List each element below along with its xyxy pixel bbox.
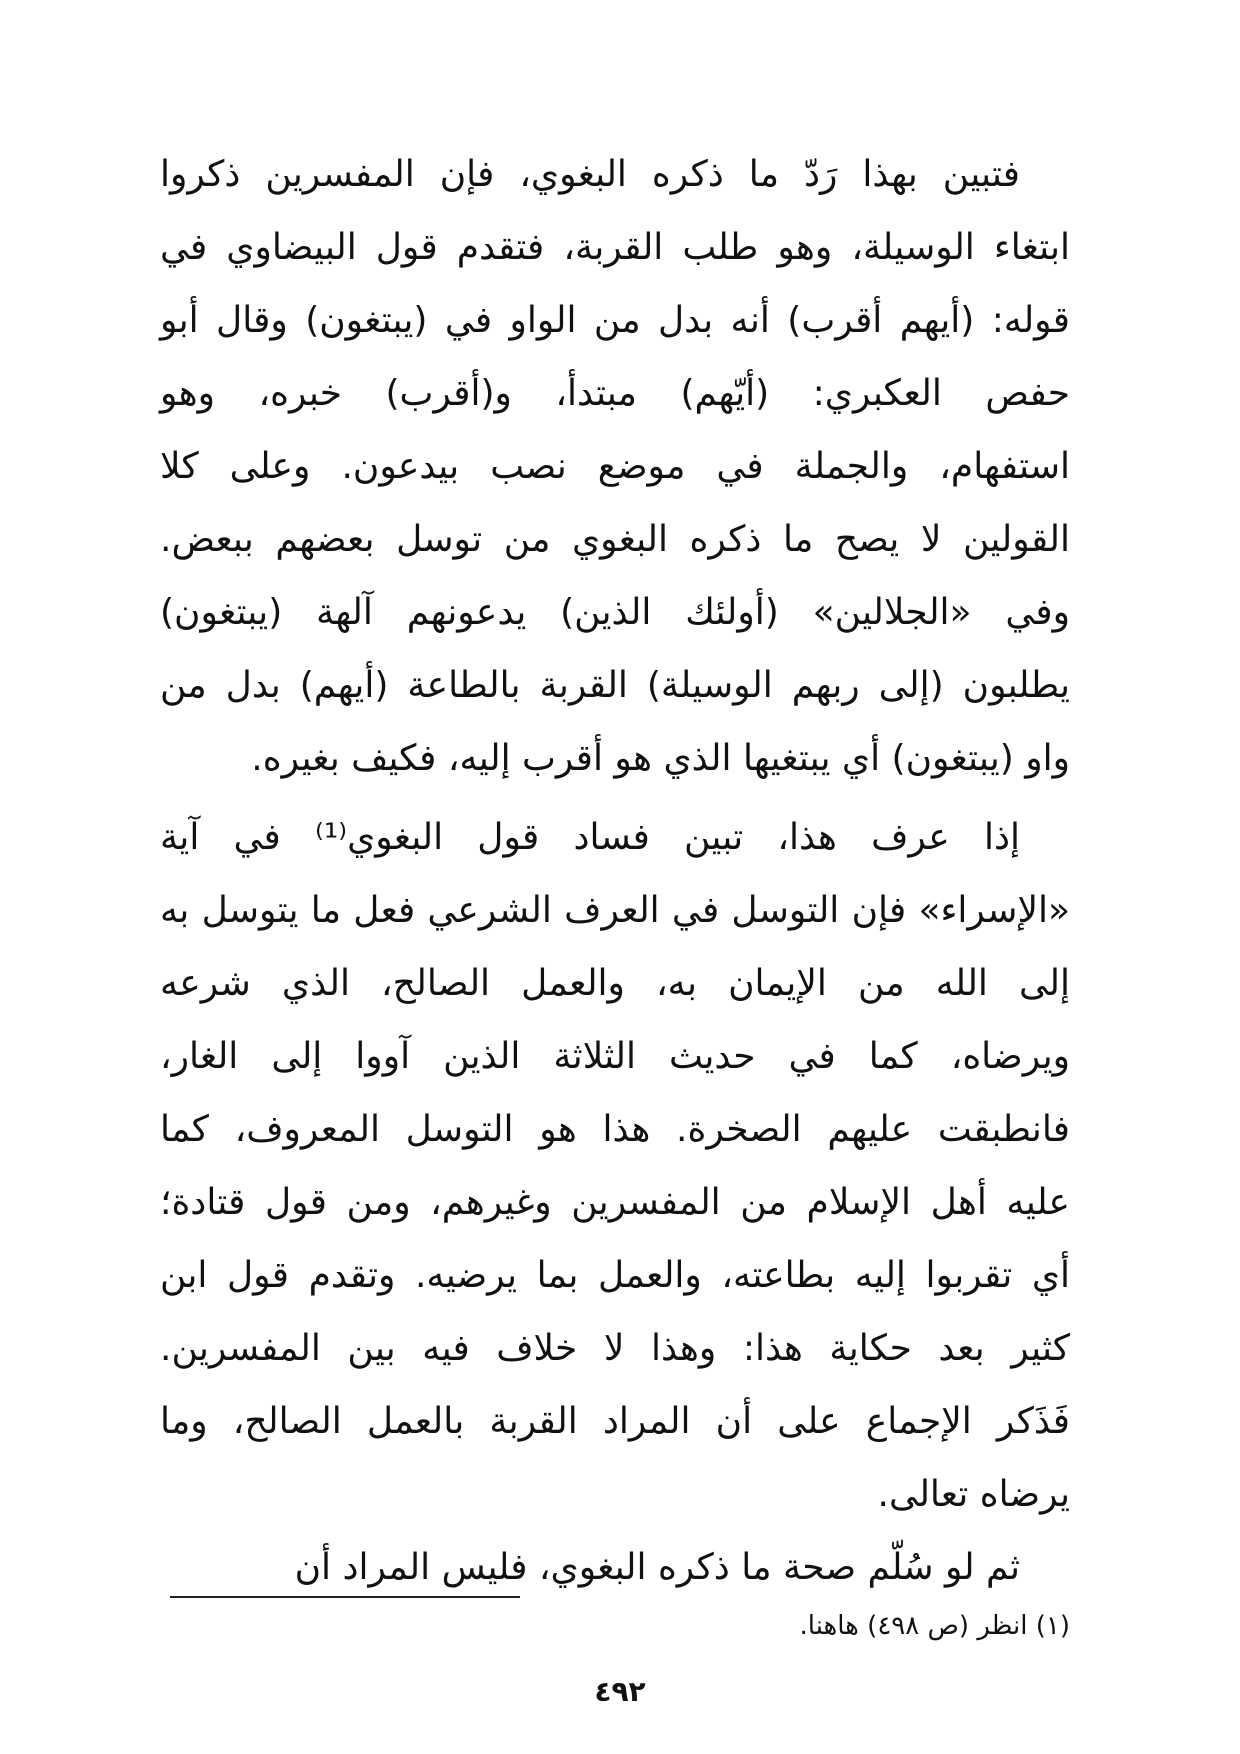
paragraph-2 [160,801,1070,1531]
main-text [160,138,1070,1604]
text-line: يرضاه تعالى. [877,1474,1070,1515]
text-line: ابتغاء الوسيلة، وهو طلب القربة، فتقدم قول البيضاوي في [160,227,1070,268]
text-line: قوله: (أيهم أقرب) أنه بدل من الواو في (يبتغون) وقال أبو [160,300,1070,341]
footnote: (١) انظر (ص ٤٩٨) هاهنا. [799,1611,1070,1641]
text-line: ثم لو سُلّم صحة ما ذكره البغوي، فليس المراد أن [294,1547,1020,1588]
text-line: وفي «الجلالين» (أولئك الذين) يدعونهم آلهة (يبتغون) [160,592,1070,633]
text-line: «الإسراء» فإن التوسل في العرف الشرعي فعل ما يتوسل به [160,890,1070,931]
paragraph-3 [160,1531,1070,1604]
text-line: عليه أهل الإسلام من المفسرين وغيرهم، ومن قول قتادة؛ [160,1182,1070,1223]
text-line: يطلبون (إلى ربهم الوسيلة) القربة بالطاعة (أيهم) بدل من [160,665,1070,706]
text-line: فَذَكر الإجماع على أن المراد القربة بالعمل الصالح، وما [160,1401,1070,1442]
page-number: ٤٩٢ [594,1675,646,1708]
text-line: استفهام، والجملة في موضع نصب بيدعون. وعلى كلا [160,446,1070,487]
text-line: إلى الله من الإيمان به، والعمل الصالح، الذي شرعه [160,963,1070,1004]
footnote-divider [170,1596,520,1598]
text-line: إذا عرف هذا، تبين فساد قول البغوي⁽¹⁾ في آية [160,817,1020,858]
text-line: فتبين بهذا رَدّ ما ذكره البغوي، فإن المفسرين ذكروا [160,154,1020,195]
text-line: حفص العكبري: (أيّهم) مبتدأ، و(أقرب) خبره، وهو [160,373,1070,414]
paragraph-1 [160,138,1070,795]
text-line: القولين لا يصح ما ذكره البغوي من توسل بعضهم ببعض. [160,519,1070,560]
text-line: ويرضاه، كما في حديث الثلاثة الذين آووا إلى الغار، [160,1036,1070,1077]
text-line: فانطبقت عليهم الصخرة. هذا هو التوسل المعروف، كما [160,1109,1070,1150]
text-line: أي تقربوا إليه بطاعته، والعمل بما يرضيه. وتقدم قول ابن [160,1255,1070,1296]
text-line: واو (يبتغون) أي يبتغيها الذي هو أقرب إليه، فكيف بغيره. [251,738,1070,779]
text-line: كثير بعد حكاية هذا: وهذا لا خلاف فيه بين المفسرين. [160,1328,1070,1369]
